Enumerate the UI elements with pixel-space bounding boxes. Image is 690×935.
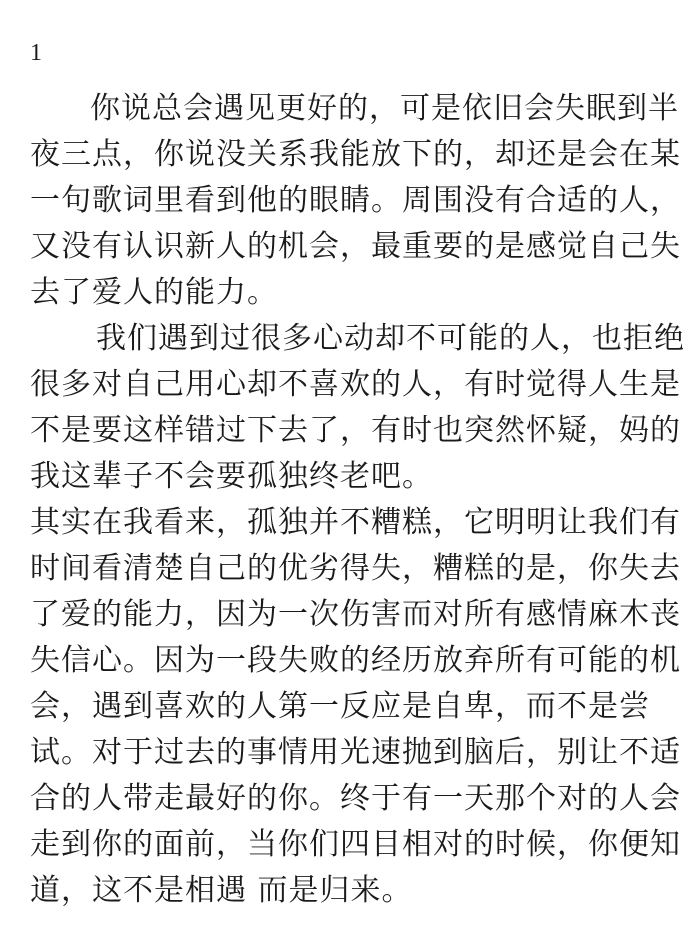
text-line: 夜三点，你说没关系我能放下的，却还是会在某 — [30, 137, 681, 172]
text-line: 了爱的能力，因为一次伤害而对所有感情麻木丧 — [30, 597, 681, 632]
text-line: 去了爱人的能力。 — [30, 275, 278, 310]
text-line: 不是要这样错过下去了，有时也突然怀疑，妈的 — [30, 413, 681, 448]
text-line: 很多对自己用心却不喜欢的人，有时觉得人生是 — [30, 367, 681, 402]
text-line: 其实在我看来，孤独并不糟糕，它明明让我们有 — [30, 505, 681, 540]
text-line: 一句歌词里看到他的眼睛。周围没有合适的人， — [30, 183, 681, 218]
text-line: 我这辈子不会要孤独终老吧。 — [30, 459, 433, 494]
text-line: 又没有认识新人的机会，最重要的是感觉自己失 — [30, 229, 681, 264]
paragraph-3 — [30, 500, 681, 914]
text-line: 会，遇到喜欢的人第一反应是自卑，而不是尝 — [30, 689, 650, 724]
text-line: 失信心。因为一段失败的经历放弃所有可能的机 — [30, 643, 681, 678]
page-number: 1 — [30, 40, 42, 66]
text-line: 你说总会遇见更好的，可是依旧会失眠到半 — [90, 91, 679, 126]
text-line: 走到你的面前，当你们四目相对的时候，你便知 — [30, 827, 681, 862]
text-line: 我们遇到过很多心动却不可能的人，也拒绝 — [96, 321, 685, 356]
paragraph-2 — [30, 316, 685, 500]
text-line: 道，这不是相遇 而是归来。 — [30, 873, 413, 908]
text-line: 时间看清楚自己的优劣得失，糟糕的是，你失去 — [30, 551, 681, 586]
paragraph-1 — [30, 86, 681, 316]
text-line: 合的人带走最好的你。终于有一天那个对的人会 — [30, 781, 681, 816]
text-line: 试。对于过去的事情用光速抛到脑后，别让不适 — [30, 735, 681, 770]
